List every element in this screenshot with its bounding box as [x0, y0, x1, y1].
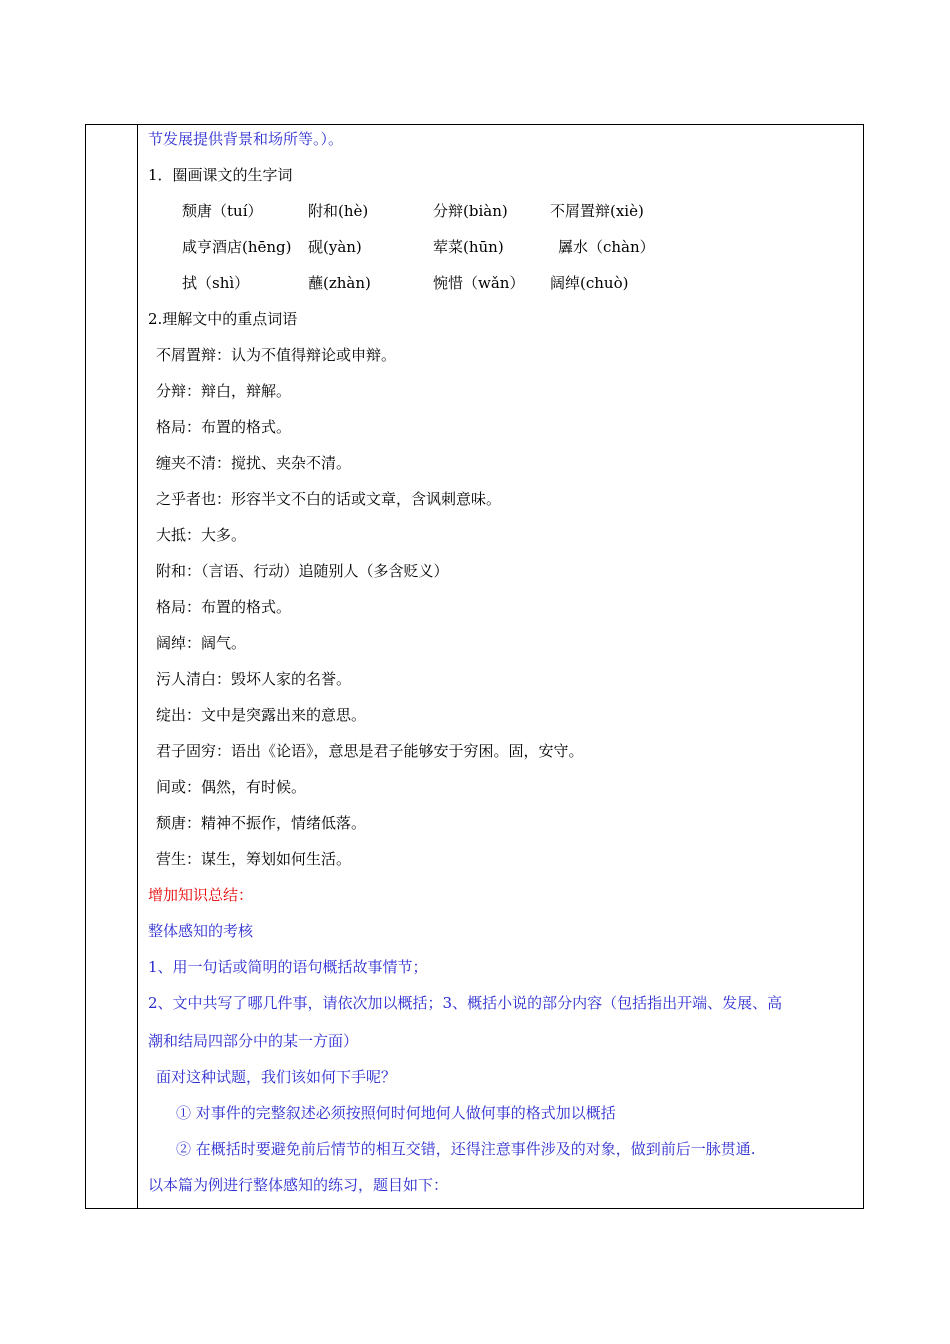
term-definition: 不屑置辩：认为不值得辩论或申辩。 [156, 346, 397, 364]
term-definition: 颓唐：精神不振作，情绪低落。 [156, 814, 367, 832]
text-line: ② 在概括时要避免前后情节的相互交错，还得注意事件涉及的对象，做到前后一脉贯通. [176, 1140, 756, 1158]
text-line: 1、用一句话或简明的语句概括故事情节； [148, 958, 428, 976]
vocab-item: 砚(yàn) [308, 238, 362, 256]
vocab-item: 附和(hè) [308, 202, 369, 220]
term-definition: 君子固穷：语出《论语》，意思是君子能够安于穷困。固，安守。 [156, 742, 584, 760]
vocab-item: 颓唐（tuí） [182, 202, 263, 220]
term-definition: 缠夹不清：搅扰、夹杂不清。 [156, 454, 352, 472]
section-heading: 2.理解文中的重点词语 [148, 310, 298, 328]
vocab-item: 惋惜（wǎn） [433, 274, 525, 292]
vocab-item: 阔绰(chuò) [550, 274, 629, 292]
text-line: 2、文中共写了哪几件事，请依次加以概括；3、概括小说的部分内容（包括指出开端、发展、高 [148, 994, 783, 1012]
text-line: ① 对事件的完整叙述必须按照何时何地何人做何事的格式加以概括 [176, 1104, 616, 1122]
text-line: 节发展提供背景和场所等。）。 [148, 130, 344, 148]
vocab-item: 咸亨酒店(hēng) [182, 238, 292, 256]
vocab-item: 蘸(zhàn) [308, 274, 371, 292]
term-definition: 格局：布置的格式。 [156, 418, 292, 436]
text-line: 整体感知的考核 [148, 922, 254, 940]
table-content-cell [148, 125, 855, 1208]
term-definition: 格局：布置的格式。 [156, 598, 292, 616]
term-definition: 间或：偶然，有时候。 [156, 778, 307, 796]
term-definition: 阔绰：阔气。 [156, 634, 247, 652]
section-heading: 1．圈画课文的生字词 [148, 166, 293, 184]
document-table [85, 124, 864, 1209]
vocab-item: 拭（shì） [182, 274, 250, 292]
table-left-column [86, 125, 138, 1208]
term-definition: 大抵：大多。 [156, 526, 247, 544]
text-line: 以本篇为例进行整体感知的练习，题目如下： [148, 1176, 449, 1194]
text-line: 潮和结局四部分中的某一方面） [148, 1032, 359, 1050]
term-definition: 分辩：辩白，辩解。 [156, 382, 292, 400]
text-line: 面对这种试题，我们该如何下手呢？ [156, 1068, 397, 1086]
vocab-item: 羼水（chàn） [558, 238, 655, 256]
knowledge-summary-heading: 增加知识总结： [148, 886, 254, 904]
vocab-item: 分辩(biàn) [433, 202, 508, 220]
term-definition: 污人清白：毁坏人家的名誉。 [156, 670, 352, 688]
term-definition: 附和：（言语、行动）追随别人（多含贬义） [156, 562, 449, 580]
vocab-item: 不屑置辩(xiè) [550, 202, 644, 220]
vocab-item: 荤菜(hūn) [433, 238, 504, 256]
term-definition: 营生：谋生，筹划如何生活。 [156, 850, 352, 868]
term-definition: 绽出：文中是突露出来的意思。 [156, 706, 367, 724]
term-definition: 之乎者也：形容半文不白的话或文章，含讽刺意味。 [156, 490, 502, 508]
